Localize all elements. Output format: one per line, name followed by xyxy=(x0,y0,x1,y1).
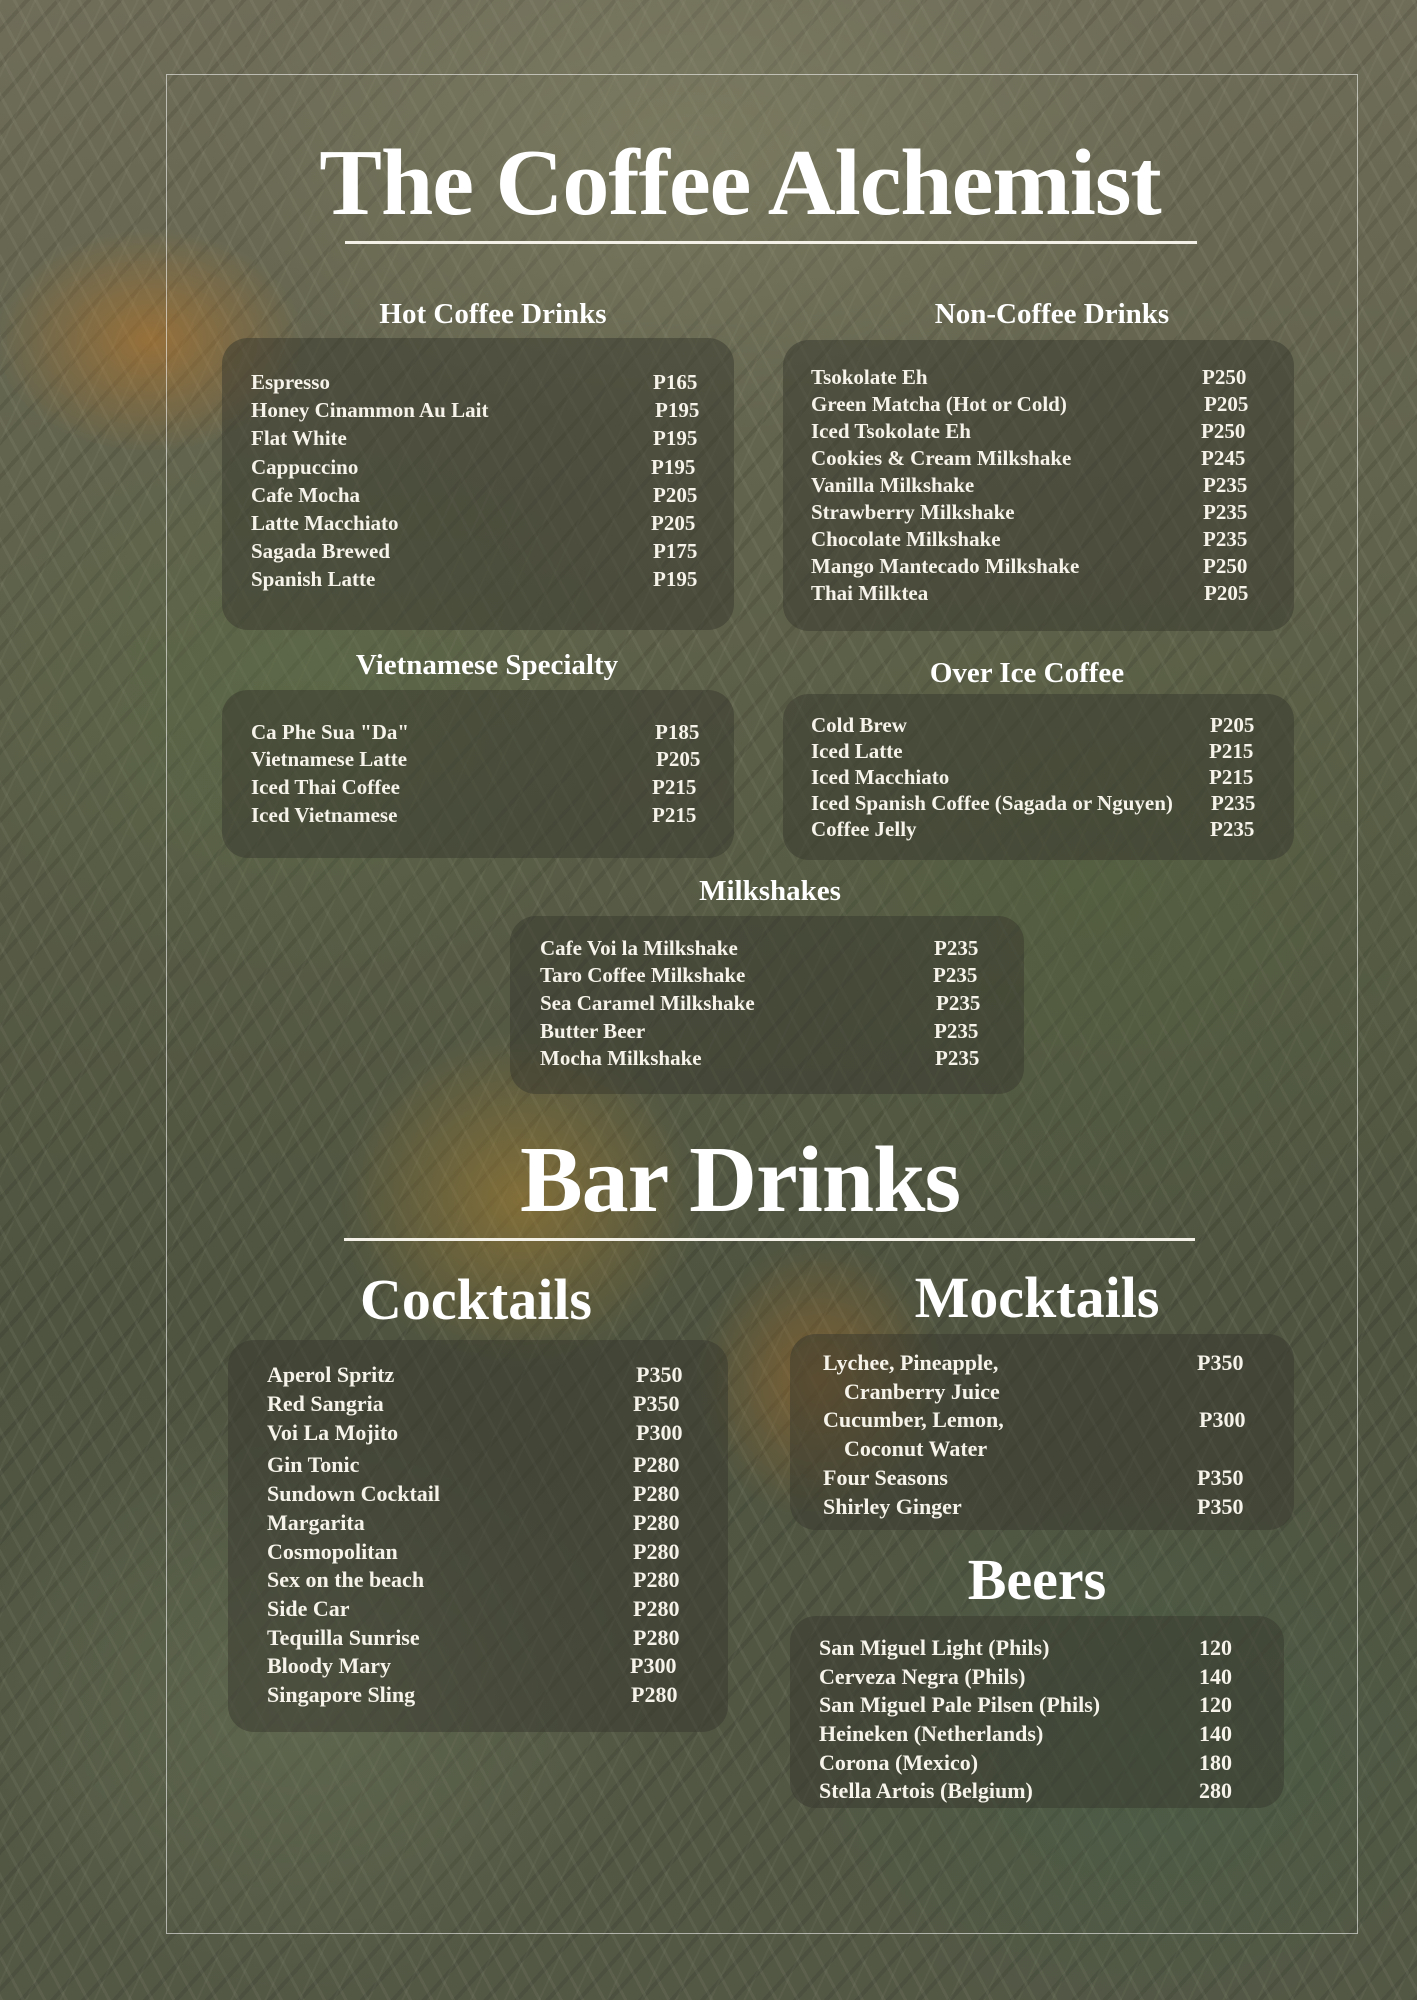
menu-item-name: Cookies & Cream Milkshake xyxy=(811,446,1072,470)
menu-item-name: Espresso xyxy=(251,370,330,394)
menu-item-price: 140 xyxy=(1199,1664,1232,1689)
menu-item-name: San Miguel Light (Phils) xyxy=(819,1635,1050,1660)
menu-item-name: Cafe Voi la Milkshake xyxy=(540,936,738,960)
menu-item-price: P250 xyxy=(1203,554,1248,578)
menu-item-price: P280 xyxy=(633,1567,680,1592)
menu-item-name: Cafe Mocha xyxy=(251,483,361,507)
menu-item-price: P280 xyxy=(631,1682,678,1707)
menu-item-name: Taro Coffee Milkshake xyxy=(540,963,746,987)
menu-item-price: P205 xyxy=(1210,713,1255,737)
menu-item-price: P215 xyxy=(1209,765,1254,789)
menu-item-price: P250 xyxy=(1202,365,1247,389)
menu-item-name: Iced Spanish Coffee (Sagada or Nguyen) xyxy=(811,791,1173,815)
menu-item-price: P205 xyxy=(1204,581,1249,605)
menu-item-price: P280 xyxy=(633,1539,680,1564)
menu-item-name: Cucumber, Lemon, xyxy=(823,1407,1004,1432)
menu-item-name: Singapore Sling xyxy=(267,1682,416,1707)
menu-item-name: Stella Artois (Belgium) xyxy=(819,1778,1033,1803)
menu-item-price: P215 xyxy=(1209,739,1254,763)
menu-item-price: P235 xyxy=(936,991,981,1015)
menu-item-price: P350 xyxy=(636,1362,683,1387)
menu-item-price: P205 xyxy=(1204,392,1249,416)
heading-mocktails: Mocktails xyxy=(914,1265,1160,1330)
menu-item-name: Thai Milktea xyxy=(811,581,929,605)
menu-item-name: Bloody Mary xyxy=(267,1653,392,1678)
menu-item-name-line2: Coconut Water xyxy=(844,1436,988,1461)
heading-vietnamese: Vietnamese Specialty xyxy=(355,649,619,681)
menu-item-price: P350 xyxy=(633,1391,680,1416)
menu-item-price: 280 xyxy=(1199,1778,1232,1803)
menu-item-name: Ca Phe Sua "Da" xyxy=(251,720,410,744)
menu-item-price: P235 xyxy=(1210,817,1255,841)
menu-item-price: P350 xyxy=(1197,1465,1244,1490)
menu-item-name: Green Matcha (Hot or Cold) xyxy=(811,392,1067,416)
heading-hot-coffee: Hot Coffee Drinks xyxy=(379,298,607,330)
bar-title-underline xyxy=(344,1238,1195,1241)
menu-item-price: P235 xyxy=(1203,500,1248,524)
menu-item-price: P280 xyxy=(633,1481,680,1506)
menu-item-name: Shirley Ginger xyxy=(823,1494,962,1519)
menu-item-price: P350 xyxy=(1197,1350,1244,1375)
menu-item-name: Vietnamese Latte xyxy=(251,747,408,771)
bar-drinks-title: Bar Drinks xyxy=(519,1128,961,1232)
menu-item-price: P195 xyxy=(651,455,696,479)
heading-milkshakes: Milkshakes xyxy=(699,875,841,907)
menu-item-name: Aperol Spritz xyxy=(267,1362,395,1387)
menu-item-price: P215 xyxy=(652,803,697,827)
menu-item-name: Iced Macchiato xyxy=(811,765,950,789)
menu-item-name: Spanish Latte xyxy=(251,567,376,591)
menu-item-price: P235 xyxy=(1203,473,1248,497)
menu-item-price: P235 xyxy=(1211,791,1256,815)
menu-item-price: P245 xyxy=(1201,446,1246,470)
menu-item-price: P280 xyxy=(633,1452,680,1477)
menu-item-price: P235 xyxy=(935,1046,980,1070)
menu-item-name: Strawberry Milkshake xyxy=(811,500,1015,524)
menu-item-price: 140 xyxy=(1199,1721,1232,1746)
menu-item-name: Voi La Mojito xyxy=(267,1420,399,1445)
menu-item-price: P215 xyxy=(652,775,697,799)
menu-item-price: P280 xyxy=(633,1596,680,1621)
menu-item-name: Corona (Mexico) xyxy=(819,1750,979,1775)
menu-item-name: Cold Brew xyxy=(811,713,907,737)
heading-beers: Beers xyxy=(967,1547,1107,1612)
menu-item-name: Chocolate Milkshake xyxy=(811,527,1001,551)
menu-item-price: P250 xyxy=(1201,419,1246,443)
menu-item-name: Heineken (Netherlands) xyxy=(819,1721,1044,1746)
menu-item-name: Lychee, Pineapple, xyxy=(823,1350,999,1375)
menu-item-price: P280 xyxy=(633,1625,680,1650)
menu-item-name: Sagada Brewed xyxy=(251,539,391,563)
menu-item-name: Side Car xyxy=(267,1596,350,1621)
menu-item-price: 120 xyxy=(1199,1635,1232,1660)
menu-item-price: P205 xyxy=(651,511,696,535)
menu-item-name: Mango Mantecado Milkshake xyxy=(811,554,1080,578)
menu-item-name: Gin Tonic xyxy=(267,1452,360,1477)
menu-item-price: P195 xyxy=(655,398,700,422)
menu-item-price: P300 xyxy=(636,1420,683,1445)
menu-item-name: Sundown Cocktail xyxy=(267,1481,441,1506)
menu-item-price: P205 xyxy=(656,747,701,771)
menu-item-price: P195 xyxy=(653,426,698,450)
title-underline xyxy=(345,241,1197,244)
menu-item-price: 180 xyxy=(1199,1750,1232,1775)
menu-item-price: P175 xyxy=(653,539,698,563)
menu-item-name: Mocha Milkshake xyxy=(540,1046,702,1070)
heading-over-ice: Over Ice Coffee xyxy=(929,657,1125,689)
menu-item-price: P205 xyxy=(653,483,698,507)
menu-item-name: Iced Thai Coffee xyxy=(251,775,400,799)
menu-item-name: Coffee Jelly xyxy=(811,817,917,841)
menu-item-name: Tequilla Sunrise xyxy=(267,1625,420,1650)
heading-non-coffee: Non-Coffee Drinks xyxy=(934,298,1170,330)
menu-item-name: Four Seasons xyxy=(823,1465,948,1490)
menu-item-name: Sea Caramel Milkshake xyxy=(540,991,755,1015)
menu-item-name: Margarita xyxy=(267,1510,365,1535)
menu-item-price: P300 xyxy=(630,1653,677,1678)
menu-item-name: Flat White xyxy=(251,426,347,450)
menu-item-price: P235 xyxy=(1203,527,1248,551)
menu-item-price: P280 xyxy=(633,1510,680,1535)
menu-item-price: P185 xyxy=(655,720,700,744)
menu-item-name: Cosmopolitan xyxy=(267,1539,398,1564)
menu-item-price: P165 xyxy=(653,370,698,394)
menu-item-name: Cerveza Negra (Phils) xyxy=(819,1664,1026,1689)
menu-item-price: P235 xyxy=(933,963,978,987)
menu-item-name: Red Sangria xyxy=(267,1391,384,1416)
menu-item-price: P195 xyxy=(653,567,698,591)
menu-item-name: Honey Cinammon Au Lait xyxy=(251,398,489,422)
menu-item-name: Iced Latte xyxy=(811,739,903,763)
menu-item-price: P350 xyxy=(1197,1494,1244,1519)
menu-item-name: Iced Vietnamese xyxy=(251,803,398,827)
menu-title: The Coffee Alchemist xyxy=(319,131,1161,235)
menu-item-name: Sex on the beach xyxy=(267,1567,425,1592)
menu-item-name: Vanilla Milkshake xyxy=(811,473,975,497)
menu-item-name: Tsokolate Eh xyxy=(811,365,928,389)
menu-item-name: Cappuccino xyxy=(251,455,359,479)
menu-item-name-line2: Cranberry Juice xyxy=(844,1379,1000,1404)
menu-item-name: Iced Tsokolate Eh xyxy=(811,419,971,443)
menu-item-price: 120 xyxy=(1199,1692,1232,1717)
heading-cocktails: Cocktails xyxy=(360,1267,592,1332)
menu-item-name: San Miguel Pale Pilsen (Phils) xyxy=(819,1692,1101,1717)
menu-item-name: Butter Beer xyxy=(540,1019,646,1043)
menu-item-price: P235 xyxy=(934,936,979,960)
menu-item-name: Latte Macchiato xyxy=(251,511,399,535)
menu-item-price: P300 xyxy=(1199,1407,1246,1432)
menu-item-price: P235 xyxy=(934,1019,979,1043)
